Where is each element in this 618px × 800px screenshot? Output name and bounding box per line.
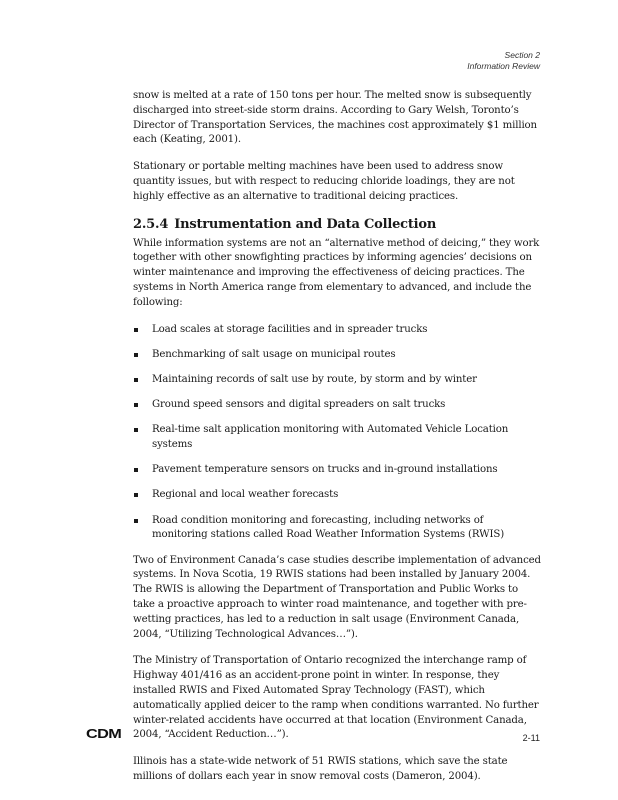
list-item [133, 463, 541, 478]
list-item [133, 373, 541, 388]
list-item [133, 423, 541, 453]
body-text [133, 89, 541, 797]
square-bullet-icon [134, 378, 138, 382]
list-item-text: Road condition monitoring and forecasting, including networks of monitoring stations called Road Weather Information Systems (RWIS) [152, 514, 505, 541]
paragraph: The Ministry of Transportation of Ontario recognized the interchange ramp of Highway 401/416 as an accident-prone point in winter. In response, they installed RWIS and Fixed Automated Spray Technology (FAST), which automatically applied deicer to the ramp when conditions warranted. No further winter-related accidents have occurred at that location (Environment Canada, 2004, “Accident Reduction…”). [133, 655, 539, 741]
paragraph: Two of Environment Canada’s case studies describe implementation of advanced systems. In Nova Scotia, 19 RWIS stations had been installed by January 2004. The RWIS is allowing the Department of Transportation and Public Works to take a proactive approach to winter road maintenance, and together with pre-wetting practices, has led to a reduction in salt usage (Environment Canada, 2004, “Utilizing Technological Advances…”). [133, 554, 541, 640]
square-bullet-icon [134, 468, 138, 472]
paragraph: Stationary or portable melting machines have been used to address snow quantity issues, but with respect to reducing chloride loadings, they are not highly effective as an alternative to traditional deicing practices. [133, 161, 515, 202]
running-header [467, 50, 540, 71]
section-heading [133, 217, 541, 233]
square-bullet-icon [134, 403, 138, 407]
list-item-text: Pavement temperature sensors on trucks and in-ground installations [152, 464, 498, 476]
square-bullet-icon [134, 519, 138, 523]
square-bullet-icon [134, 353, 138, 357]
list-item [133, 398, 541, 413]
list-item [133, 514, 541, 544]
list-item-text: Ground speed sensors and digital spreaders on salt trucks [152, 399, 446, 411]
list-item-text: Benchmarking of salt usage on municipal routes [152, 348, 396, 360]
list-item [133, 348, 541, 363]
page-number: 2-11 [522, 733, 540, 743]
square-bullet-icon [134, 328, 138, 332]
list-item [133, 488, 541, 503]
list-item [133, 323, 541, 338]
square-bullet-icon [134, 493, 138, 497]
paragraph: Illinois has a state-wide network of 51 RWIS stations, which save the state millions of dollars each year in snow removal costs (Dameron, 2004). [133, 756, 508, 783]
list-item-text: Load scales at storage facilities and in spreader trucks [152, 323, 428, 335]
section-subtitle: Information Review [467, 60, 540, 71]
list-item-text: Regional and local weather forecasts [152, 489, 339, 501]
section-label: Section 2 [504, 50, 540, 60]
paragraph: snow is melted at a rate of 150 tons per hour. The melted snow is subsequently discharged into street-side storm drains. According to Gary Welsh, Toronto’s Director of Transportation Services, the machines cost approximately $1 million each (Keating, 2001). [133, 90, 537, 146]
list-item-text: Maintaining records of salt use by route, by storm and by winter [152, 373, 477, 385]
list-item-text: Real-time salt application monitoring with Automated Vehicle Location systems [152, 424, 509, 451]
section-title: Instrumentation and Data Collection [174, 216, 437, 232]
square-bullet-icon [134, 428, 138, 432]
paragraph: While information systems are not an “alternative method of deicing,” they work together with other snowfighting practices by informing agencies’ decisions on winter maintenance and improving the effectiveness of deicing practices. The systems in North America range from elementary to advanced, and include the following: [133, 237, 540, 308]
cdm-logo: CDM [86, 726, 122, 741]
bullet-list [133, 323, 541, 544]
section-number: 2.5.4 [133, 216, 169, 232]
